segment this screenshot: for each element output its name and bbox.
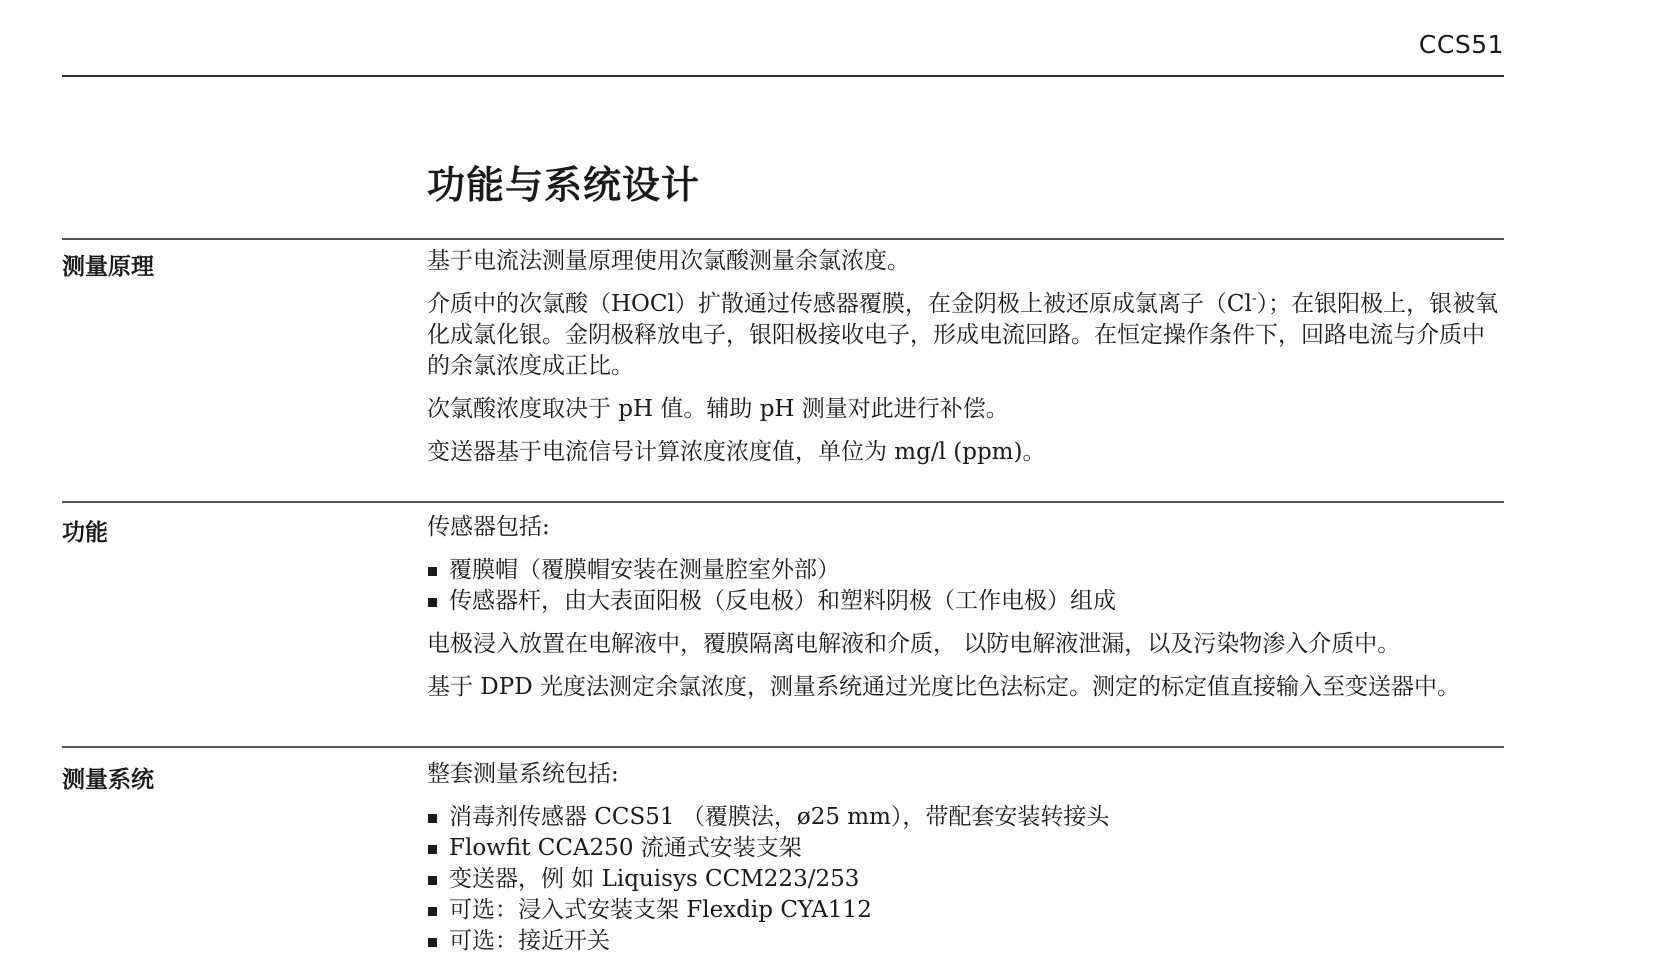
function-paragraph: 电极浸入放置在电解液中，覆膜隔离电解液和介质， 以防电解液泄漏，以及污染物渗入介质中。 [427,631,1401,657]
bullet-icon [428,598,437,607]
section-label-function: 功能 [62,519,108,546]
section-divider [62,238,1504,240]
section-body-principle [427,246,1507,480]
list-item-text: Flowfit CCA250 流通式安装支架 [449,835,802,861]
list-item [427,833,1507,864]
list-item [427,895,1507,926]
list-item [427,926,1507,957]
section-divider [62,501,1504,503]
bullet-icon [428,567,437,576]
principle-paragraph: 变送器基于电流信号计算浓度浓度值，单位为 mg/l (ppm)。 [427,439,1046,465]
list-item [427,802,1507,833]
function-intro: 传感器包括: [427,514,550,540]
superscript: - [1251,290,1257,307]
function-paragraph: 基于 DPD 光度法测定余氯浓度，测量系统通过光度比色法标定。测定的标定值直接输入至变送器中。 [427,674,1460,700]
list-item [427,586,1507,617]
function-list [427,555,1507,617]
list-item-text: 可选：接近开关 [449,928,610,954]
bullet-icon [428,907,437,916]
list-item-text: 变送器，例 如 Liquisys CCM223/253 [449,866,860,892]
system-intro: 整套测量系统包括: [427,761,619,787]
section-divider [62,746,1504,748]
principle-text: 介质中的次氯酸（HOCl）扩散通过传感器覆膜，在金阴极上被还原成氯离子（Cl [427,291,1252,317]
section-label-principle: 测量原理 [62,253,154,280]
principle-paragraph: 次氯酸浓度取决于 pH 值。辅助 pH 测量对此进行补偿。 [427,396,1009,422]
principle-paragraph [427,289,1507,382]
section-body-function [427,512,1507,715]
bullet-icon [428,845,437,854]
list-item [427,864,1507,895]
section-body-system [427,759,1507,969]
list-item-text: 覆膜帽（覆膜帽安装在测量腔室外部） [449,557,840,583]
list-item [427,555,1507,586]
header-rule [62,75,1504,77]
bullet-icon [428,814,437,823]
list-item-text: 传感器杆，由大表面阳极（反电极）和塑料阴极（工作电极）组成 [449,588,1116,614]
system-list [427,802,1507,957]
header-product-name: CCS51 [1418,30,1504,59]
principle-text: ）；在银阳极上，银被氧化成氯化银。金阴极释放电子，银阳极接收电子，形成电流回路。在恒定操作条件下，回路电流与介质中的余氯浓度成正比。 [427,291,1499,379]
bullet-icon [428,876,437,885]
list-item-text: 消毒剂传感器 CCS51 （覆膜法，ø25 mm），带配套安装转接头 [449,804,1110,830]
principle-paragraph: 基于电流法测量原理使用次氯酸测量余氯浓度。 [427,248,910,274]
list-item-text: 可选：浸入式安装支架 Flexdip CYA112 [449,897,872,923]
section-label-system: 测量系统 [62,766,154,793]
page-title: 功能与系统设计 [427,162,701,207]
bullet-icon [428,938,437,947]
